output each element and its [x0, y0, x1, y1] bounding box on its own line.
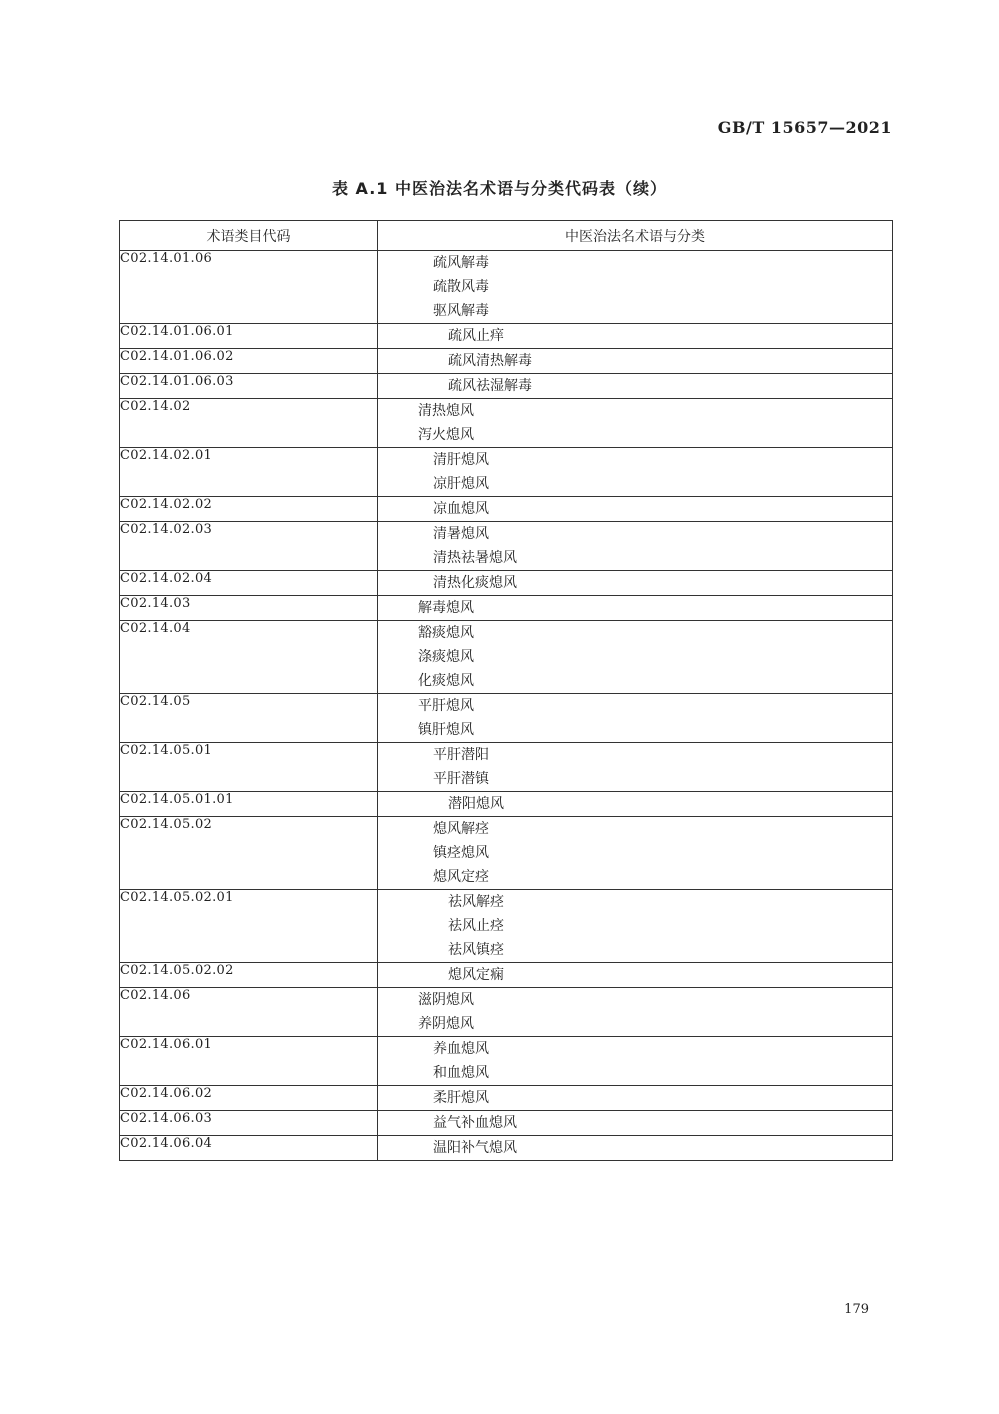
- term-name: 镇肝熄风: [418, 722, 474, 738]
- term-name: 驱风解毒: [433, 303, 489, 319]
- term-name: 平肝潜镇: [433, 771, 489, 787]
- term-name: 镇痉熄风: [433, 845, 489, 861]
- term-name: 温阳补气熄风: [433, 1140, 517, 1156]
- term-name: 益气补血熄风: [433, 1115, 517, 1131]
- term-name: 凉肝熄风: [433, 476, 489, 492]
- table-row: [120, 792, 893, 817]
- table-row: [120, 890, 893, 963]
- table-title: 表 A.1 中医治法名术语与分类代码表（续）: [331, 179, 668, 198]
- term-name: 熄风解痉: [433, 821, 489, 837]
- table-row: [120, 324, 893, 349]
- table-row: [120, 349, 893, 374]
- table-row: [120, 448, 893, 497]
- term-name-cell: [378, 399, 893, 448]
- table-row: [120, 571, 893, 596]
- term-name-cell: [378, 1111, 893, 1136]
- term-name-cell: [378, 448, 893, 497]
- page-number: 179: [844, 1302, 869, 1317]
- term-name: 凉血熄风: [433, 501, 489, 517]
- term-code-cell: C02.14.05.02: [120, 817, 378, 890]
- term-name: 疏风解毒: [433, 255, 489, 271]
- term-code-cell: C02.14.02.04: [120, 571, 378, 596]
- term-name: 养阴熄风: [418, 1016, 474, 1032]
- table-row: [120, 1037, 893, 1086]
- table-header-row: [120, 221, 893, 251]
- term-name: 疏风祛湿解毒: [448, 378, 532, 394]
- term-name-cell: [378, 694, 893, 743]
- term-name: 疏风止痒: [448, 328, 504, 344]
- term-code-cell: C02.14.01.06.02: [120, 349, 378, 374]
- term-name: 熄风定痉: [433, 869, 489, 885]
- term-code-cell: C02.14.02.02: [120, 497, 378, 522]
- term-name: 泻火熄风: [418, 427, 474, 443]
- standard-code: GB/T 15657—2021: [717, 118, 892, 137]
- term-name-cell: [378, 792, 893, 817]
- term-name-cell: [378, 963, 893, 988]
- term-name-cell: [378, 596, 893, 621]
- table-row: [120, 988, 893, 1037]
- column-header-term: 中医治法名术语与分类: [378, 221, 893, 251]
- term-name: 清热熄风: [418, 403, 474, 419]
- term-code-cell: C02.14.06.03: [120, 1111, 378, 1136]
- term-name: 豁痰熄风: [418, 625, 474, 641]
- table-row: [120, 817, 893, 890]
- term-name-cell: [378, 251, 893, 324]
- term-name-cell: [378, 743, 893, 792]
- term-name-cell: [378, 1037, 893, 1086]
- term-name-cell: [378, 349, 893, 374]
- term-code-cell: C02.14.01.06.01: [120, 324, 378, 349]
- table-row: [120, 694, 893, 743]
- term-name: 平肝熄风: [418, 698, 474, 714]
- term-name: 祛风止痉: [448, 918, 504, 934]
- term-code-cell: C02.14.04: [120, 621, 378, 694]
- term-name: 养血熄风: [433, 1041, 489, 1057]
- table-row: [120, 497, 893, 522]
- term-name: 清热化痰熄风: [433, 575, 517, 591]
- term-code-cell: C02.14.05.01: [120, 743, 378, 792]
- term-name-cell: [378, 522, 893, 571]
- term-code-cell: C02.14.06.02: [120, 1086, 378, 1111]
- table-row: [120, 596, 893, 621]
- term-code-cell: C02.14.03: [120, 596, 378, 621]
- term-name: 涤痰熄风: [418, 649, 474, 665]
- term-name-cell: [378, 1136, 893, 1161]
- table-row: [120, 251, 893, 324]
- term-name: 祛风解痉: [448, 894, 504, 910]
- term-name: 清肝熄风: [433, 452, 489, 468]
- term-code-cell: C02.14.02: [120, 399, 378, 448]
- table-row: [120, 963, 893, 988]
- term-name: 清热祛暑熄风: [433, 550, 517, 566]
- term-name: 柔肝熄风: [433, 1090, 489, 1106]
- term-code-cell: C02.14.05.02.01: [120, 890, 378, 963]
- term-code-cell: C02.14.02.01: [120, 448, 378, 497]
- table-row: [120, 1086, 893, 1111]
- term-name: 解毒熄风: [418, 600, 474, 616]
- column-header-code: 术语类目代码: [120, 221, 378, 251]
- term-name-cell: [378, 324, 893, 349]
- term-name: 清暑熄风: [433, 526, 489, 542]
- term-code-cell: C02.14.05: [120, 694, 378, 743]
- term-code-cell: C02.14.05.01.01: [120, 792, 378, 817]
- term-table: [119, 220, 893, 1161]
- term-name: 祛风镇痉: [448, 942, 504, 958]
- table-row: [120, 374, 893, 399]
- term-name-cell: [378, 497, 893, 522]
- term-code-cell: C02.14.01.06: [120, 251, 378, 324]
- term-name: 化痰熄风: [418, 673, 474, 689]
- table-row: [120, 1111, 893, 1136]
- table-row: [120, 1136, 893, 1161]
- table-body: [120, 251, 893, 1161]
- table-row: [120, 743, 893, 792]
- term-name-cell: [378, 1086, 893, 1111]
- term-name: 疏风清热解毒: [448, 353, 532, 369]
- term-name: 熄风定痫: [448, 967, 504, 983]
- table-row: [120, 399, 893, 448]
- term-name-cell: [378, 890, 893, 963]
- term-name-cell: [378, 571, 893, 596]
- term-code-cell: C02.14.06.01: [120, 1037, 378, 1086]
- term-code-cell: C02.14.06: [120, 988, 378, 1037]
- term-code-cell: C02.14.02.03: [120, 522, 378, 571]
- term-name: 潜阳熄风: [448, 796, 504, 812]
- table-row: [120, 522, 893, 571]
- term-name: 平肝潜阳: [433, 747, 489, 763]
- term-code-cell: C02.14.01.06.03: [120, 374, 378, 399]
- term-code-cell: C02.14.06.04: [120, 1136, 378, 1161]
- term-name: 和血熄风: [433, 1065, 489, 1081]
- term-code-cell: C02.14.05.02.02: [120, 963, 378, 988]
- term-name: 疏散风毒: [433, 279, 489, 295]
- term-name-cell: [378, 374, 893, 399]
- term-name-cell: [378, 817, 893, 890]
- term-name-cell: [378, 621, 893, 694]
- term-name-cell: [378, 988, 893, 1037]
- table-row: [120, 621, 893, 694]
- term-name: 滋阴熄风: [418, 992, 474, 1008]
